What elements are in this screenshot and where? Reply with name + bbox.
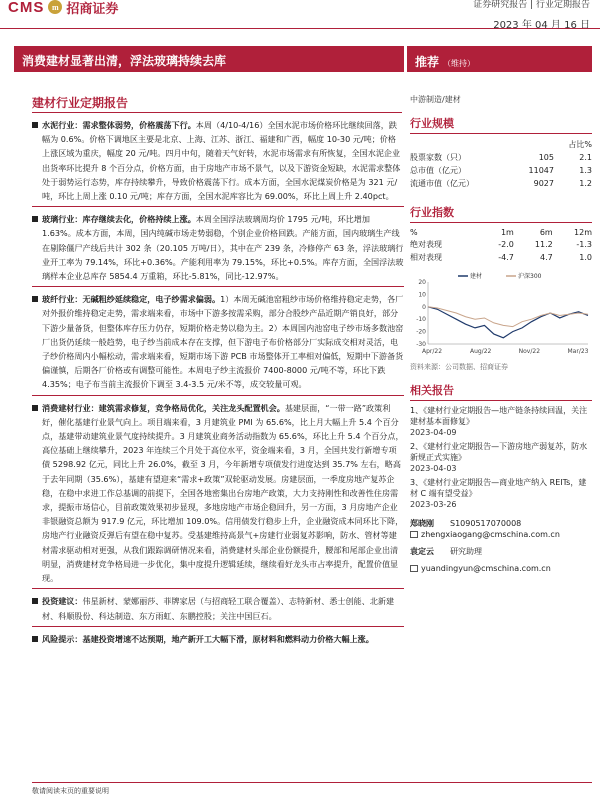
analyst-email-row	[410, 529, 592, 540]
related-report-title[interactable]: 2、《建材行业定期报告—下游房地产弱复苏，防水新规正式实施》	[410, 442, 588, 462]
sidebar	[410, 94, 592, 574]
index-chart-svg	[410, 268, 592, 360]
paragraph-cement	[32, 118, 404, 207]
index-chart	[410, 268, 592, 360]
paragraph-risk	[32, 632, 404, 649]
paragraph-glass	[32, 212, 404, 287]
table-row	[410, 138, 592, 151]
report-meta	[473, 0, 590, 31]
related-report-date: 2023-04-09	[410, 428, 457, 437]
logo-text-cn: 招商证券	[66, 1, 119, 17]
index-table	[410, 227, 592, 264]
related-report-date: 2023-04-03	[410, 464, 457, 473]
analyst-row	[410, 518, 592, 529]
related-report-title[interactable]: 1、《建材行业定期报告—地产链条持续回温，关注建材基本面修复》	[410, 406, 588, 426]
table-cell: -1.3	[576, 240, 592, 249]
bullet-icon	[32, 296, 38, 302]
x-tick-label: Apr/22	[421, 348, 443, 355]
paragraph-lead: 消费建材行业：建筑需求修复，竞争格局优化，关注龙头配置机会。	[42, 402, 285, 413]
paragraph-text: 本周全国浮法玻璃周均价 1795 元/吨，环比增加 1.63%。成本方面，本周，国内纯碱市场走势弱稳，个别企业价格回跌。产能方面，国内玻璃生产线在剔除僵尸产线后共计 302 条（20.105 万吨/日），其中在产 239 条，冷修停产 63 条，浮法玻璃行业开工率为 79.14%，环比+0.36%。产能利用率为 79.15%，环比+0.5%。库存方面，全国浮法玻璃样本企业总库存 5854.4 万重箱，环比-5.81%，同比-12.97%。	[42, 214, 404, 282]
paragraph-fiberglass	[32, 292, 404, 395]
related-reports	[410, 405, 592, 510]
paragraph-lead: 玻纤行业：无碱粗纱延续稳定，电子纱需求偏弱。	[42, 294, 221, 305]
analyst-name: 袁定云	[410, 547, 434, 556]
report-title: 消费建材显著出清，浮法玻璃持续去库	[22, 54, 227, 68]
table-header-cell: 6m	[539, 228, 553, 237]
bullet-icon	[32, 636, 38, 642]
logo-text-en: CMS	[8, 0, 45, 16]
bullet-icon	[32, 122, 38, 128]
table-cell: 11047	[528, 166, 554, 175]
paragraph-lead: 风险提示：基建投资增速不达预期，地产新开工大幅下滑，原材料和燃料动力价格大幅上涨。	[42, 633, 374, 644]
analyst-email-row	[410, 563, 592, 574]
table-cell: 相对表现	[410, 253, 442, 262]
analyst-email[interactable]: zhengxiaogang@cmschina.com.cn	[421, 530, 560, 539]
rating-box	[407, 46, 592, 72]
related-report-item[interactable]	[410, 477, 592, 510]
table-row	[410, 177, 592, 190]
table-cell: 2.1	[579, 153, 592, 162]
rating-sub: （维持）	[443, 59, 476, 68]
table-cell: 总市值（亿元）	[410, 166, 466, 175]
table-cell: -4.7	[498, 253, 514, 262]
table-cell: 4.7	[539, 253, 553, 262]
rating-label: 推荐	[415, 55, 440, 69]
paragraph-lead: 投资建议：	[42, 596, 83, 607]
page-header	[0, 0, 600, 40]
brand-logo	[8, 0, 119, 17]
bullet-icon	[32, 216, 38, 222]
table-row	[410, 151, 592, 164]
logo-badge-icon: m	[48, 0, 62, 14]
paragraph-lead: 玻璃行业：库存继续去化，价格持续上涨。	[42, 214, 196, 225]
footer-note: 敬请阅读末页的重要说明	[32, 787, 109, 795]
section-title-scale: 行业规模	[410, 115, 592, 134]
analyst-email[interactable]: yuandingyun@cmschina.com.cn	[421, 564, 551, 573]
chart-source: 资料来源：公司数据、招商证券	[410, 363, 508, 371]
section-title-index: 行业指数	[410, 204, 592, 223]
y-tick-label: 10	[418, 291, 426, 299]
report-date: 2023 年 04 月 16 日	[493, 20, 590, 31]
x-tick-label: Mar/23	[567, 348, 589, 355]
table-cell: 流通市值（亿元）	[410, 179, 474, 188]
table-row	[410, 251, 592, 264]
analyst-id: S1090517070008	[450, 519, 522, 528]
table-header-cell: 占比%	[568, 140, 592, 149]
table-cell: 105	[538, 153, 554, 162]
y-tick-label: -20	[416, 328, 426, 336]
related-report-date: 2023-03-26	[410, 500, 457, 509]
table-cell: 11.2	[534, 240, 553, 249]
y-tick-label: -10	[416, 316, 426, 324]
table-cell: 1.2	[579, 179, 592, 188]
email-icon	[410, 531, 418, 538]
analyst-id: 研究助理	[450, 547, 482, 556]
analyst-name: 郑晓刚	[410, 519, 434, 528]
paragraph-text: 本周（4/10-4/16）全国水泥市场价格环比继续回落，跌幅为 0.6%。价格下调地区主要是北京、上海、江苏、浙江、福建和广西，幅度 10-30 元/吨；价格上涨区域为重庆，幅度 20 元/吨。四月中旬，随着天气好转，水泥市场需求有所恢复，全国水泥企业出货率环比提升 8 个百分点，价格方面，由于房地产市场不景气，以及下游资金短缺，水泥需求整体处于弱势运行态势，库存持续攀升，导致价格震荡下行。成本方面，全国水泥煤炭价格是为 321 元/吨，环比上周上涨 0.10 元/吨；库存方面，全国水泥库容比为 69.00%，环比上周上升 2.40pct。	[42, 120, 401, 202]
paragraph-text: 基建层面，“一带一路”政策利好，催化基建行业景气向上。项目端来看，3 月建筑业 PMI 为 65.6%，比上月大幅上升 5.4 个百分点，基建带动建筑业景气度持续提升。3 月建筑业商务活动指数为 65.6%，环比上升 5.4 个百分点，高位基础上继续攀升，2023 年连续三个月处于高位水平，资金端来看，3 月，全国共发行新增专项债 5298.92 亿元，同比上升 26.0%，截至 3 月，今年新增专项债发行进度达到 35.7% 左右，略高于去年同期（35.6%），基建有望迎来“需求+政策”双轮驱动发展。房建层面，一季度房地产复苏企稳，在稳中求进工作总基调的前提下，全国各地密集出台房地产政策，大力支持刚性和改善性住房需求，提振市场信心，目前政策效果初步显现，多地房地产市场企稳回升，另一方面，3 月房地产企业非银融资总额为 917.9 亿元，环比增加 109.0%。信用债发行稳步上升，企业融资成本同环比下降，房地产行业融资反弹后有望在稳中复苏。受基建维持高景气+房建行业弱复苏影响，防水、管材等建材需求驱动相对更强，从我们跟踪调研情况来看，消费建材头部企业份额提升，腰部和尾部企业出清明显，消费建材竞争格局进一步优化，集中度提升逻辑延续，继续看好龙头市占率提升，配置价值显现。	[42, 402, 404, 584]
section-title-related: 相关报告	[410, 382, 592, 401]
related-report-item[interactable]	[410, 441, 592, 474]
table-cell: -2.0	[498, 240, 514, 249]
table-cell: 股票家数（只）	[410, 153, 466, 162]
subtitle-divider	[32, 112, 402, 113]
scale-table	[410, 138, 592, 190]
y-tick-label: -30	[416, 341, 426, 348]
report-category: 证券研究报告 | 行业定期报告	[473, 0, 590, 10]
footer-divider	[32, 782, 592, 783]
table-cell: 9027	[533, 179, 554, 188]
paragraph-text: 伟星新材、蒙娜丽莎、菲牌家居（与招商轻工联合覆盖）、志特新材、悉士创能、北新建材、科顺股份、科达制造、东方雨虹、东鹏控股；关注中国巨石。	[42, 596, 395, 621]
paragraph-text: 1）本周无碱池窑粗纱市场价格维持稳定走势，各厂对外报价维持稳定走势，需求端来看，市场中下游多按需采购，部分合股纱产品近期产销良好，部分下游少量备货，但整体库存压力仍存，短期价格走势以稳为主。2）本周国内池窑电子纱市场多数池窑厂出货仍延续一般趋势，电子纱当前成本存在支撑，但下游电子布价格部分厂实际成交相对灵活，电子纱价格周内小幅松动，需求端来看，短期市场下游 PCB 市场整体开工率相对偏低，短期中下游备货偏谨慎，后期各厂价格或有调整可能性。本周电子纱主流报价 7400-8000 元/吨不等，环比下跌 4.35%；电子布当前主流报价下调至 3.4-3.5 元/米不等，成交较量可观。	[42, 294, 404, 390]
table-header-cell: 1m	[500, 228, 514, 237]
table-header-cell: %	[410, 228, 418, 237]
main-content	[32, 118, 404, 654]
legend-label: 沪深300	[518, 273, 542, 280]
y-tick-label: 0	[422, 303, 426, 311]
email-icon	[410, 565, 418, 572]
report-title-banner	[14, 46, 404, 72]
table-cell: 绝对表现	[410, 240, 442, 249]
legend-label: 建材	[470, 273, 483, 280]
table-row	[410, 164, 592, 177]
table-cell: 1.3	[579, 166, 592, 175]
bullet-icon	[32, 598, 38, 604]
x-tick-label: Aug/22	[469, 348, 492, 355]
y-tick-label: 20	[418, 279, 426, 286]
analyst-row	[410, 546, 592, 557]
paragraph-investment	[32, 594, 404, 626]
table-row	[410, 227, 592, 238]
x-tick-label: Nov/22	[518, 348, 541, 355]
analyst-block	[410, 518, 592, 574]
paragraph-lead: 水泥行业：需求整体弱势，价格震荡下行。	[42, 120, 196, 130]
table-header-cell: 12m	[574, 228, 592, 237]
table-cell: 1.0	[579, 253, 592, 262]
bullet-icon	[32, 405, 38, 411]
table-row	[410, 238, 592, 251]
report-subtitle: 建材行业定期报告	[32, 96, 129, 110]
paragraph-consumer-materials	[32, 401, 404, 590]
related-report-item[interactable]	[410, 405, 592, 438]
related-report-title[interactable]: 3、《建材行业定期报告—商业地产纳入 REITs，建材 C 端有望受益》	[410, 478, 587, 498]
header-divider	[0, 28, 600, 29]
industry-label: 中游制造/建材	[410, 95, 461, 104]
